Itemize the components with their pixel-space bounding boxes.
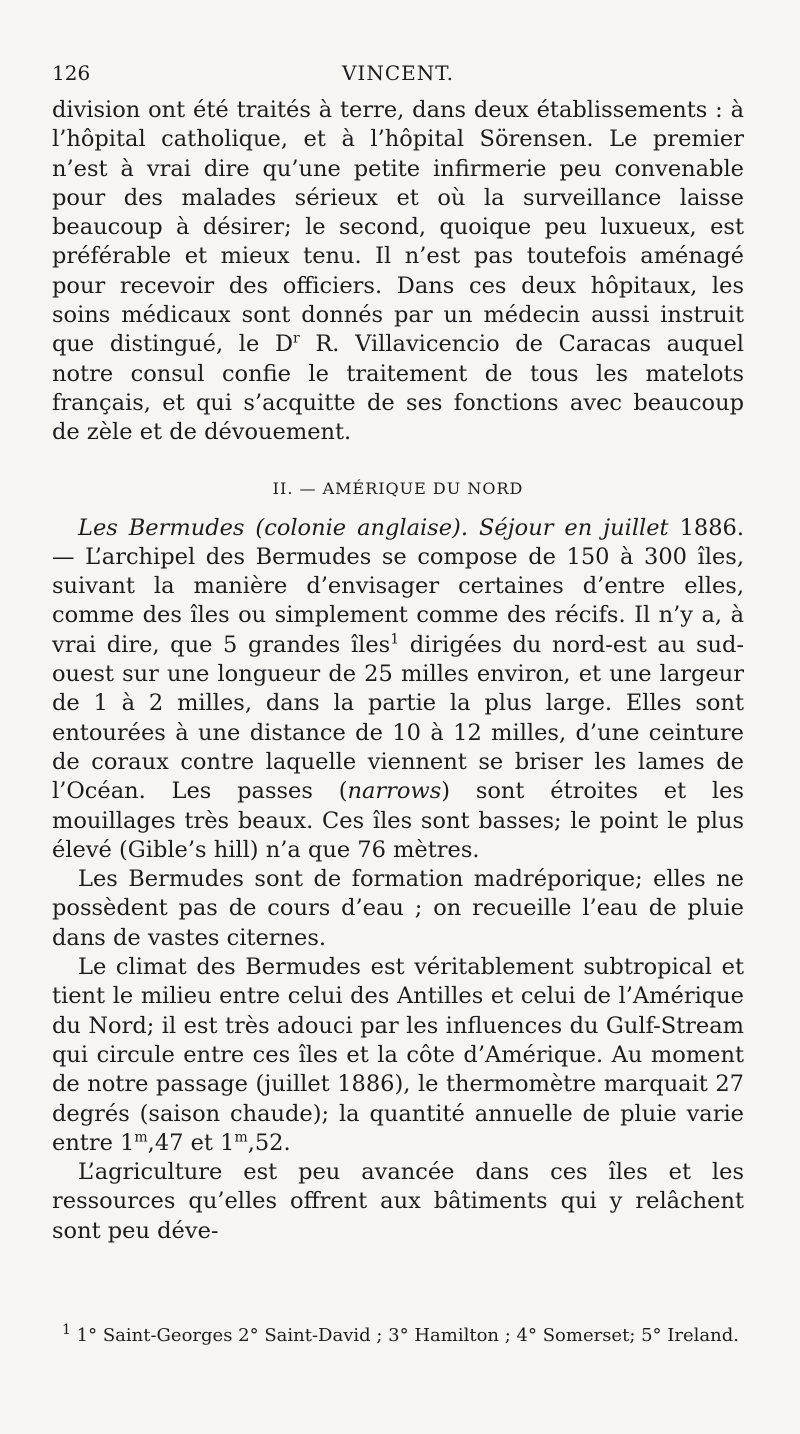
superscript-m1: m — [134, 1129, 148, 1146]
footnote-mark: 1 — [62, 1322, 71, 1338]
footnote — [52, 1324, 744, 1348]
paragraph-hospitals: division ont été traités à terre, dans deux établissements : à l’hôpital catholique, et à l’hôpital Sörensen. Le premier n’est à vrai dire qu’une petite infirmerie peu convenable pour des malades sérieux et où la surveillance laisse beaucoup à désirer; le second, quoique peu luxueux, est préférable et mieux tenu. Il n’est pas toutefois aménagé pour recevoir des officiers. Dans ces deux hôpitaux, les soins médicaux sont donnés par un médecin aussi instruit que distingué, le $D^r$ R. Villavicencio de Caracas auquel notre consul confie le traitement de tous les matelots français, et qui s’acquitte de ses fonctions avec beaucoup de zèle et de dévouement. — [52, 97, 744, 446]
paragraph-bermudes: Les Bermudes (colonie anglaise). Séjour en juillet 1886. — L’archipel des Bermudes se compose de 150 à 300 îles, suivant la manière d’envisager certaines d’entre elles, comme des îles ou simplement comme des récifs. Il n’y a, à vrai dire, que 5 grandes îles$^1$ dirigées du nord-est au sud-ouest sur une longueur de 25 milles environ, et une largeur de 1 à 2 milles, dans la partie la plus large. Elles sont entourées à une distance de 10 à 12 milles, d’une ceinture de coraux contre laquelle viennent se briser les lames de l’Océan. Les passes (narrows) sont étroites et les mouillages très beaux. Ces îles sont basses; le point le plus élevé (Gible’s hill) n’a que 76 mètres. — [52, 514, 744, 863]
superscript-m2: m — [234, 1129, 248, 1146]
page-number: 126 — [52, 61, 91, 85]
superscript-r: r — [292, 330, 300, 347]
paragraph-climat: Le climat des Bermudes est véritablement subtropical et tient le milieu entre celui des Antilles et celui de l’Amérique du Nord; il est très adouci par les influences du Gulf-Stream qui circule entre ces îles et la côte d’Amérique. Au moment de notre passage (juillet 1886), le thermomètre marquait 27 degrés (saison chaude); la quantité annuelle de pluie varie entre 1$^m$,47 et 1$^m$,52. — [52, 954, 744, 1156]
paragraph-formation: Les Bermudes sont de formation madréporique; elles ne possèdent pas de cours d’eau ; on recueille l’eau de pluie dans de vastes citernes. — [52, 866, 744, 951]
narrows-italic: narrows — [347, 778, 442, 805]
footnote-reference: 1 — [390, 631, 400, 648]
running-head: VINCENT. — [341, 61, 454, 85]
body-text — [52, 96, 744, 1246]
paragraph-agriculture: L’agriculture est peu avancée dans ces îles et les ressources qu’elles offrent aux bâtiments qui y relâchent sont peu déve- — [52, 1159, 744, 1244]
lead-italic: Les Bermudes (colonie anglaise). Séjour en juillet — [78, 514, 669, 541]
section-heading: II. — AMÉRIQUE DU NORD — [272, 478, 524, 498]
footnote-text: 1° Saint-Georges 2° Saint-David ; 3° Hamilton ; 4° Somerset; 5° Ireland. — [70, 1325, 739, 1346]
